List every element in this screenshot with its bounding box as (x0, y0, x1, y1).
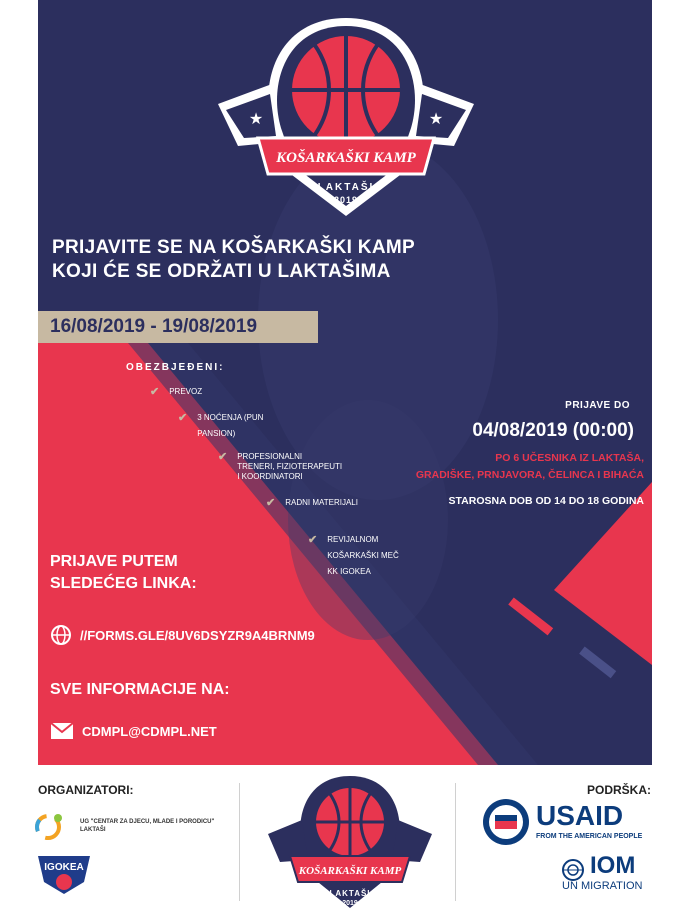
iom-tagline: UN MIGRATION (562, 880, 643, 892)
star-icon: ★ (428, 109, 444, 128)
footer-logo-place: LAKTAŠI (329, 889, 371, 898)
registration-label: PRIJAVE DO (565, 400, 630, 411)
cdmpl-logo (34, 810, 74, 844)
item-text: I KOORDINATORI (237, 472, 303, 481)
email-address[interactable]: CDMPL@CDMPL.NET (82, 723, 217, 739)
signup-url[interactable]: //FORMS.GLE/8UV6DSYZR9A4BRNM9 (80, 627, 315, 643)
item-text: KOŠARKAŠKI MEČ (327, 551, 399, 560)
info-section-title: SVE INFORMACIJE NA: (50, 681, 230, 698)
footer-divider (455, 783, 456, 901)
logo-place: LAKTAŠI (317, 182, 375, 193)
checkmark-icon: ✔ (266, 497, 276, 509)
participants-line1: PO 6 UČESNIKA IZ LAKTAŠA, (495, 452, 644, 464)
footer-divider (239, 783, 240, 901)
poster (38, 0, 652, 765)
provided-item (178, 413, 263, 439)
camp-logo (218, 12, 474, 222)
checkmark-icon: ✔ (308, 534, 318, 546)
link-title-line2: SLEDEĆEG LINKA: (50, 575, 197, 592)
cdmpl-name-line2: LAKTAŠI (80, 827, 106, 833)
envelope-icon (50, 722, 74, 740)
item-text: RADNI MATERIJALI (285, 498, 358, 507)
igokea-logo (34, 852, 94, 896)
iom-wordmark: IOM (590, 852, 636, 879)
registration-deadline: 04/08/2019 (00:00) (472, 420, 634, 441)
provided-item (266, 498, 358, 508)
headline-line2: KOJI ĆE SE ODRŽATI U LAKTAŠIMA (52, 261, 391, 282)
participants-line2: GRADIŠKE, PRNJAVORA, ČELINCA I BIHAĆA (415, 469, 644, 481)
organizers-label: ORGANIZATORI: (38, 783, 134, 797)
logo-title: KOŠARKAŠKI KAMP (276, 150, 416, 166)
headline (52, 236, 415, 284)
provided-item (150, 387, 202, 397)
contact-email[interactable] (50, 722, 217, 740)
item-text: KK IGOKEA (327, 567, 371, 576)
link-section-title (50, 551, 197, 595)
logo-year: 2019 (333, 195, 359, 205)
item-text: PREVOZ (169, 387, 203, 396)
footer-logo-title: KOŠARKAŠKI KAMP (298, 865, 402, 877)
un-emblem-icon (561, 858, 585, 882)
checkmark-icon: ✔ (150, 386, 160, 398)
provided-item (308, 535, 399, 577)
cdmpl-name (80, 818, 214, 834)
date-banner: 16/08/2019 - 19/08/2019 (38, 311, 318, 343)
item-text: REVIJALNOM (327, 535, 379, 544)
age-range: STAROSNA DOB OD 14 DO 18 GODINA (448, 495, 644, 507)
footer-logo-year: 2019 (342, 900, 358, 907)
checkmark-icon: ✔ (178, 412, 188, 424)
cdmpl-name-line1: UG "CENTAR ZA DJECU, MLADE I PORODICU" (80, 819, 215, 825)
item-text: TRENERI, FIZIOTERAPEUTI (237, 462, 343, 471)
globe-icon (50, 624, 72, 646)
headline-line1: PRIJAVITE SE NA KOŠARKAŠKI KAMP (52, 237, 415, 258)
checkmark-icon: ✔ (218, 451, 228, 463)
star-icon: ★ (248, 109, 264, 128)
item-text: PANSION) (197, 429, 236, 438)
usaid-tagline: FROM THE AMERICAN PEOPLE (536, 833, 643, 840)
provided-item (218, 452, 342, 482)
provided-title: OBEZBJEĐENI: (126, 362, 225, 373)
usaid-seal-icon (481, 797, 531, 847)
support-label: PODRŠKA: (586, 783, 651, 797)
item-text: 3 NOĆENJA (PUN (197, 413, 264, 422)
usaid-wordmark: USAID (536, 800, 624, 831)
signup-link[interactable] (50, 624, 315, 646)
participants-text (416, 450, 644, 484)
footer-camp-logo (268, 772, 432, 914)
igokea-text: IGOKEA (44, 862, 84, 873)
link-title-line1: PRIJAVE PUTEM (50, 553, 178, 570)
item-text: PROFESIONALNI (237, 452, 303, 461)
